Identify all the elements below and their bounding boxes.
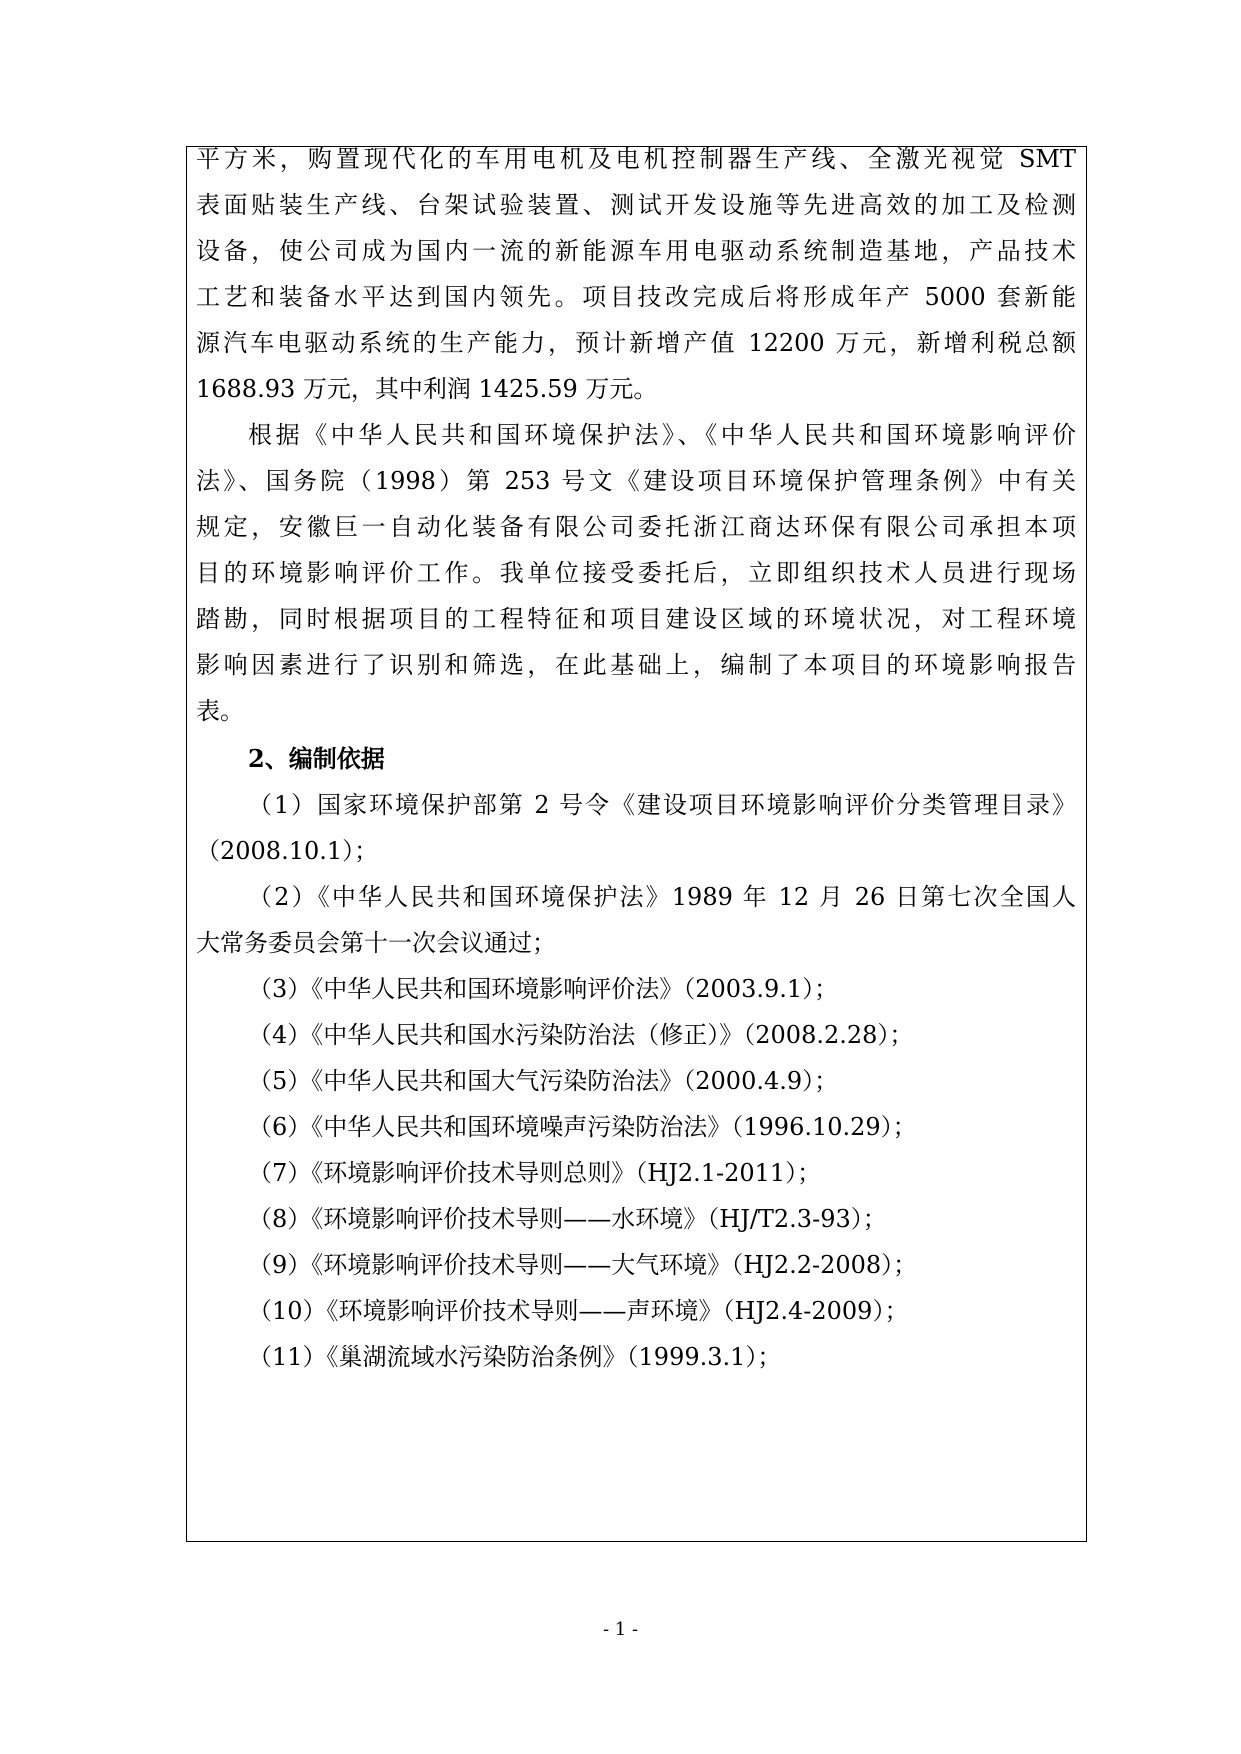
paragraph-line: 影响因素进行了识别和筛选，在此基础上，编制了本项目的环境影响报告	[196, 651, 1076, 679]
basis-item: （3）《中华人民共和国环境影响评价法》（2003.9.1）；	[248, 975, 839, 1003]
basis-item: （4）《中华人民共和国水污染防治法（修正）》（2008.2.28）；	[248, 1021, 914, 1049]
section-heading: 2、编制依据	[248, 744, 385, 773]
basis-item: （10）《环境影响评价技术导则——声环境》（HJ2.4-2009）；	[248, 1297, 909, 1325]
paragraph-line: 目的环境影响评价工作。我单位接受委托后，立即组织技术人员进行现场	[196, 559, 1076, 587]
basis-item: （9）《环境影响评价技术导则——大气环境》（HJ2.2-2008）；	[248, 1251, 918, 1279]
paragraph-line: 平方米，购置现代化的车用电机及电机控制器生产线、全激光视觉 SMT	[196, 145, 1076, 173]
paragraph-line: 规定，安徽巨一自动化装备有限公司委托浙江商达环保有限公司承担本项	[196, 513, 1076, 541]
paragraph-line: 表面贴装生产线、台架试验装置、测试开发设施等先进高效的加工及检测	[196, 191, 1076, 219]
paragraph-line: 1688.93 万元，其中利润 1425.59 万元。	[196, 375, 658, 403]
basis-item: （1）国家环境保护部第 2 号令《建设项目环境影响评价分类管理目录》	[248, 791, 1076, 819]
page-number: - 1 -	[602, 1619, 639, 1640]
basis-item: （8）《环境影响评价技术导则——水环境》（HJ/T2.3-93）；	[248, 1205, 887, 1233]
paragraph-line: 法》、国务院（1998）第 253 号文《建设项目环境保护管理条例》中有关	[196, 467, 1076, 495]
paragraph-line: 源汽车电驱动系统的生产能力，预计新增产值 12200 万元，新增利税总额	[196, 329, 1076, 357]
basis-item: （11）《巢湖流域水污染防治条例》（1999.3.1）；	[248, 1343, 782, 1371]
basis-item: （7）《环境影响评价技术导则总则》（HJ2.1-2011）；	[248, 1159, 822, 1187]
paragraph-line: 工艺和装备水平达到国内领先。项目技改完成后将形成年产 5000 套新能	[196, 283, 1076, 311]
paragraph-line: 踏勘，同时根据项目的工程特征和项目建设区域的环境状况，对工程环境	[196, 605, 1076, 633]
basis-item: （2）《中华人民共和国环境保护法》1989 年 12 月 26 日第七次全国人	[248, 883, 1076, 911]
basis-item-continuation: （2008.10.1）；	[196, 837, 379, 865]
basis-item-continuation: 大常务委员会第十一次会议通过；	[196, 929, 556, 957]
paragraph-line: 设备，使公司成为国内一流的新能源车用电驱动系统制造基地，产品技术	[196, 237, 1076, 265]
paragraph-line: 表。	[196, 697, 244, 725]
basis-item: （6）《中华人民共和国环境噪声污染防治法》（1996.10.29）；	[248, 1113, 917, 1141]
basis-item: （5）《中华人民共和国大气污染防治法》（2000.4.9）；	[248, 1067, 839, 1095]
paragraph-line: 根据《中华人民共和国环境保护法》、《中华人民共和国环境影响评价	[248, 421, 1076, 449]
